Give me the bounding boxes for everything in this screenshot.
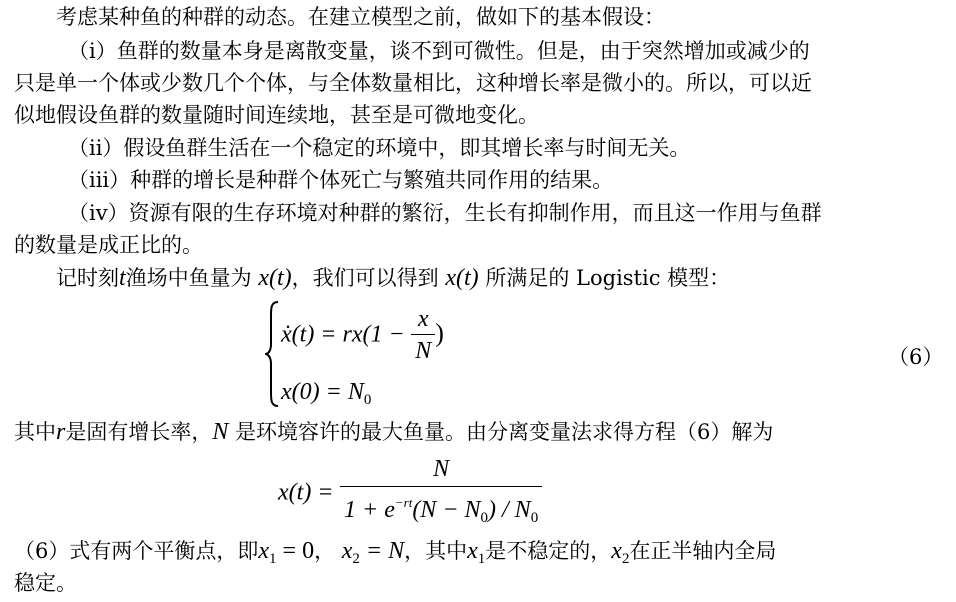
den-a: 1 + e (344, 497, 395, 523)
text: 其中 (14, 420, 56, 444)
frac-num: x (411, 304, 435, 335)
solution-den (340, 487, 542, 534)
var-x1: x (258, 538, 270, 564)
equation-1 (281, 304, 444, 367)
text: ，我们可以得到 (291, 266, 439, 290)
text: 是固有增长率， (65, 420, 213, 444)
left-brace (265, 300, 281, 408)
text: （6）式有两个平衡点，即 (14, 539, 259, 563)
var-xt: x(t) (258, 265, 292, 291)
solution-num: N (340, 452, 542, 487)
text: 是不稳定的， (485, 539, 612, 563)
var-x2: x (611, 538, 622, 564)
text: 在正半轴内全局 (629, 539, 777, 563)
solution-equation (278, 452, 542, 534)
sub: 2 (621, 551, 630, 567)
text: 是环境容许的最大鱼量。由分离变量法求得方程（6）解为 (235, 420, 774, 444)
assumption-2: （ii）假设鱼群生活在一个稳定的环境中，即其增长率与时间无关。 (68, 136, 691, 160)
explain-text (14, 417, 773, 447)
assumption-1-line-3: 似地假设鱼群的数量随时间连续地，甚至是可微地变化。 (14, 103, 539, 127)
equation-2 (281, 376, 371, 409)
text: 所满足的 Logistic 模型： (485, 266, 731, 290)
eq2-sub: 0 (363, 392, 372, 408)
den-exp: −rt (394, 495, 413, 510)
den-sub1: 0 (480, 510, 489, 526)
den-sub2: 0 (530, 510, 539, 526)
assumption-4-line-2: 的数量是成正比的。 (14, 233, 203, 257)
var-t: t (119, 265, 126, 291)
var-r: r (56, 419, 66, 445)
assumption-1-line-2: 只是单一个体或少数几个个体，与全体数量相比，这种增长率是微小的。所以，可以近 (14, 71, 812, 95)
solution-fraction (340, 452, 542, 534)
eq2-lhs: x(0) = N (281, 379, 364, 405)
sub: 1 (269, 551, 277, 567)
assumption-3: （iii）种群的增长是种群个体死亡与繁殖共同作用的结果。 (68, 168, 614, 192)
assumption-4-line-1: （iv）资源有限的生存环境对种群的繁衍，生长有抑制作用，而且这一作用与鱼群 (68, 201, 822, 225)
x1-value: = 0 (276, 538, 315, 564)
text: 记时刻 (56, 266, 119, 290)
fraction-x-over-N (411, 304, 435, 367)
model-intro (56, 263, 730, 293)
var-N: N (212, 419, 229, 445)
den-b: (N − N (412, 497, 481, 523)
eq1-close: ) (435, 318, 444, 348)
intro-text: 考虑某种鱼的种群的动态。在建立模型之前，做如下的基本假设： (56, 5, 665, 29)
solution-lhs: x(t) = (278, 479, 334, 506)
conclusion-line-1 (14, 536, 776, 574)
assumption-1-line-1: （i）鱼群的数量本身是离散变量，谈不到可微性。但是，由于突然增加或减少的 (68, 39, 810, 63)
var-xt: x(t) (445, 265, 479, 291)
frac-den: N (415, 338, 432, 364)
var-x1: x (467, 538, 478, 564)
text: ， (314, 539, 336, 563)
text: ，其中 (404, 539, 468, 563)
sub: 2 (352, 551, 360, 567)
x2-value: = N (359, 538, 405, 564)
var-x2: x (341, 538, 353, 564)
text: 渔场中鱼量为 (125, 266, 252, 290)
conclusion-line-2: 稳定。 (14, 571, 77, 595)
sub: 1 (477, 551, 486, 567)
eq1-lhs: ẋ(t) = rx(1 − (281, 321, 405, 348)
den-c: ) / N (488, 497, 531, 523)
equation-number: （6） (888, 345, 944, 369)
